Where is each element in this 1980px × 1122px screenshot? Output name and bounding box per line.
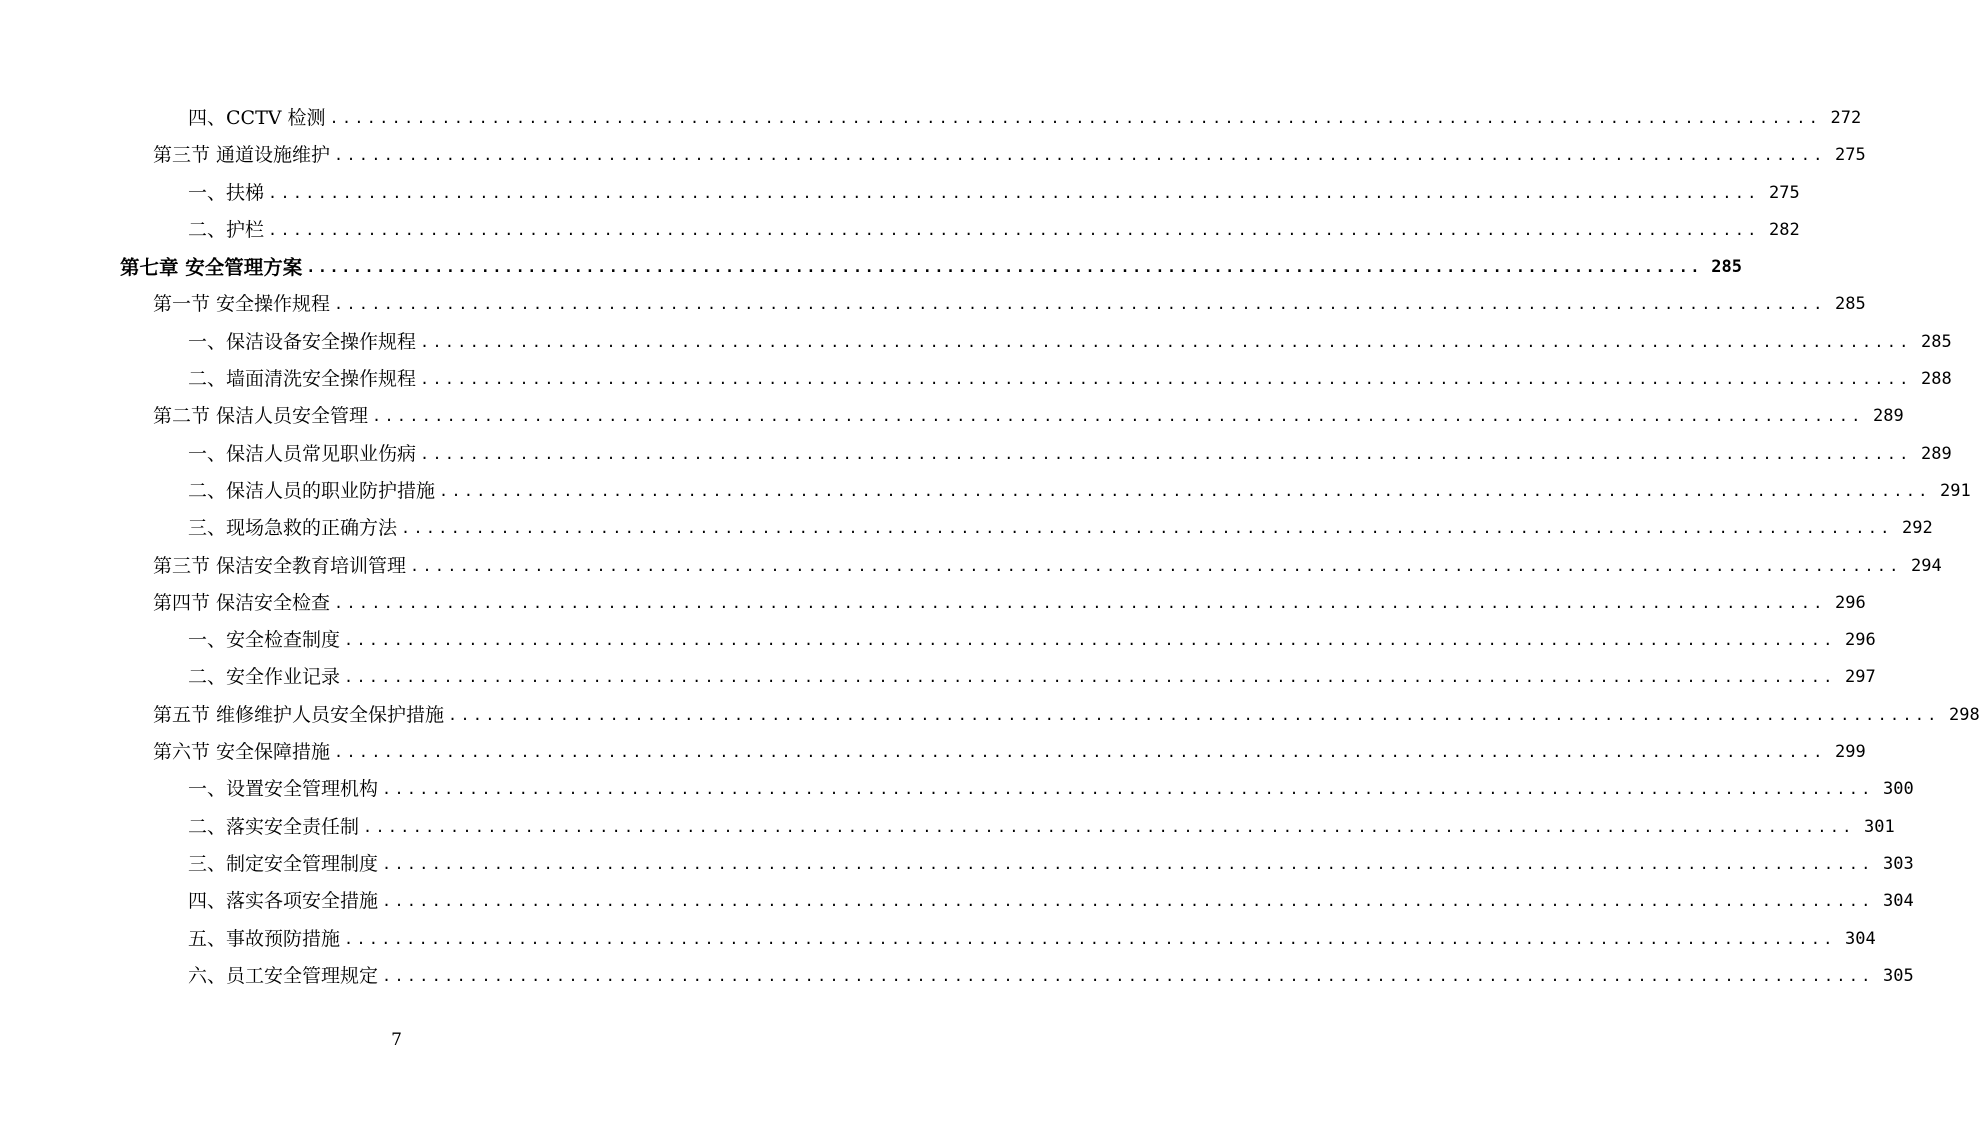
toc-entry[interactable]	[0, 436, 1952, 473]
toc-entry-page: 299	[1835, 742, 1866, 763]
toc-entry-title: 六、员工安全管理规定	[188, 964, 379, 987]
toc-entry[interactable]	[0, 809, 1895, 846]
toc-entry-page: 282	[1769, 219, 1800, 240]
toc-entry-title: 四、落实各项安全措施	[188, 890, 379, 913]
toc-dot-leader: ........................................................................................................................	[344, 631, 1836, 650]
toc-entry-page: 294	[1911, 555, 1942, 576]
toc-entry-title: 第一节 安全操作规程	[153, 293, 331, 316]
toc-entry[interactable]	[0, 771, 1914, 808]
toc-entry-page: 301	[1864, 816, 1895, 837]
toc-entry-title: 一、扶梯	[188, 181, 265, 204]
toc-entry-page: 275	[1769, 182, 1800, 203]
toc-entry-title: 二、落实安全责任制	[188, 815, 360, 838]
toc-entry-page: 297	[1845, 667, 1876, 688]
toc-entry-title: 一、保洁人员常见职业伤病	[188, 442, 417, 465]
toc-entry[interactable]	[0, 212, 1800, 249]
toc-entry[interactable]	[0, 659, 1876, 696]
toc-entry-title: 第五节 维修维护人员安全保护措施	[153, 703, 445, 726]
toc-entry[interactable]	[0, 137, 1866, 174]
toc-entry-page: 285	[1711, 257, 1742, 278]
toc-entry-page: 285	[1835, 294, 1866, 315]
table-of-contents	[0, 100, 1980, 995]
toc-entry-page: 272	[1830, 108, 1862, 128]
toc-dot-leader: ........................................................................................................................	[420, 332, 1912, 351]
toc-dot-leader: ........................................................................................................................	[382, 892, 1874, 911]
toc-entry-page: 304	[1845, 928, 1876, 949]
toc-dot-leader: ........................................................................................................................	[420, 370, 1912, 389]
toc-dot-leader: ........................................................................................................................	[268, 183, 1760, 202]
toc-dot-leader: ........................................................................................................................	[306, 258, 1702, 277]
toc-dot-leader: ........................................................................................................................	[382, 966, 1874, 985]
toc-entry[interactable]	[0, 734, 1866, 771]
toc-dot-leader: ........................................................................................................................	[329, 109, 1822, 127]
toc-entry-title: 二、护栏	[188, 218, 265, 241]
toc-entry-page: 289	[1873, 406, 1904, 427]
toc-entry[interactable]	[0, 398, 1904, 435]
toc-dot-leader: ........................................................................................................................	[439, 481, 1931, 500]
toc-entry[interactable]	[0, 510, 1933, 547]
toc-entry-title: 一、设置安全管理机构	[188, 778, 379, 801]
toc-entry-title: 第三节 通道设施维护	[153, 144, 331, 167]
toc-dot-leader: ........................................................................................................................	[448, 705, 1940, 724]
toc-entry[interactable]	[0, 361, 1952, 398]
toc-entry[interactable]	[0, 622, 1876, 659]
toc-entry[interactable]	[0, 324, 1952, 361]
toc-entry-title: 一、保洁设备安全操作规程	[188, 330, 417, 353]
toc-entry-title: 三、制定安全管理制度	[188, 852, 379, 875]
toc-entry[interactable]	[0, 958, 1914, 995]
toc-dot-leader: ........................................................................................................................	[363, 817, 1855, 836]
toc-entry[interactable]	[0, 921, 1876, 958]
toc-entry[interactable]	[0, 175, 1800, 212]
toc-dot-leader: ........................................................................................................................	[334, 743, 1826, 762]
toc-entry-title: 第七章 安全管理方案	[120, 256, 303, 280]
toc-entry-title: 二、保洁人员的职业防护措施	[188, 479, 436, 502]
toc-dot-leader: ........................................................................................................................	[334, 295, 1826, 314]
toc-dot-leader: ........................................................................................................................	[382, 780, 1874, 799]
toc-entry-title: 一、安全检查制度	[188, 629, 341, 652]
toc-entry[interactable]	[0, 100, 1862, 137]
toc-entry-title: 第三节 保洁安全教育培训管理	[153, 554, 407, 577]
toc-entry[interactable]	[0, 883, 1914, 920]
toc-entry-title: 第四节 保洁安全检查	[153, 591, 331, 614]
toc-entry-page: 289	[1921, 443, 1952, 464]
toc-entry-page: 292	[1902, 518, 1933, 539]
toc-entry-page: 288	[1921, 369, 1952, 390]
toc-entry-page: 285	[1921, 331, 1952, 352]
toc-entry-title: 第二节 保洁人员安全管理	[153, 405, 369, 428]
toc-entry[interactable]	[0, 846, 1914, 883]
toc-entry-title: 三、现场急救的正确方法	[188, 517, 398, 540]
toc-entry-page: 298	[1949, 704, 1980, 725]
toc-entry-title: 五、事故预防措施	[188, 927, 341, 950]
toc-entry-page: 275	[1835, 145, 1866, 166]
toc-dot-leader: ........................................................................................................................	[401, 519, 1893, 538]
toc-entry-title: 二、墙面清洗安全操作规程	[188, 368, 417, 391]
toc-dot-leader: ........................................................................................................................	[372, 407, 1864, 426]
toc-entry-page: 296	[1835, 592, 1866, 613]
toc-dot-leader: ........................................................................................................................	[268, 220, 1760, 239]
toc-entry[interactable]	[0, 286, 1866, 323]
toc-entry[interactable]	[0, 548, 1942, 585]
toc-entry-page: 296	[1845, 630, 1876, 651]
toc-entry-title: 第六节 安全保障措施	[153, 741, 331, 764]
toc-dot-leader: ........................................................................................................................	[382, 854, 1874, 873]
toc-dot-leader: ........................................................................................................................	[420, 444, 1912, 463]
toc-entry[interactable]	[0, 697, 1980, 734]
toc-entry-page: 303	[1883, 853, 1914, 874]
toc-entry-title: 二、安全作业记录	[188, 666, 341, 689]
toc-entry-page: 291	[1940, 480, 1971, 501]
toc-entry-page: 300	[1883, 779, 1914, 800]
toc-dot-leader: ........................................................................................................................	[344, 668, 1836, 687]
toc-dot-leader: ........................................................................................................................	[344, 929, 1836, 948]
toc-entry[interactable]	[0, 585, 1866, 622]
toc-dot-leader: ........................................................................................................................	[334, 146, 1826, 165]
toc-entry-page: 304	[1883, 891, 1914, 912]
toc-dot-leader: ........................................................................................................................	[334, 593, 1826, 612]
toc-entry-title: 四、CCTV 检测	[188, 107, 326, 129]
toc-entry-page: 305	[1883, 965, 1914, 986]
toc-chapter-entry[interactable]	[0, 249, 1742, 286]
toc-entry[interactable]	[0, 473, 1971, 510]
page-number: 7	[391, 1030, 402, 1050]
toc-dot-leader: ........................................................................................................................	[410, 556, 1902, 575]
